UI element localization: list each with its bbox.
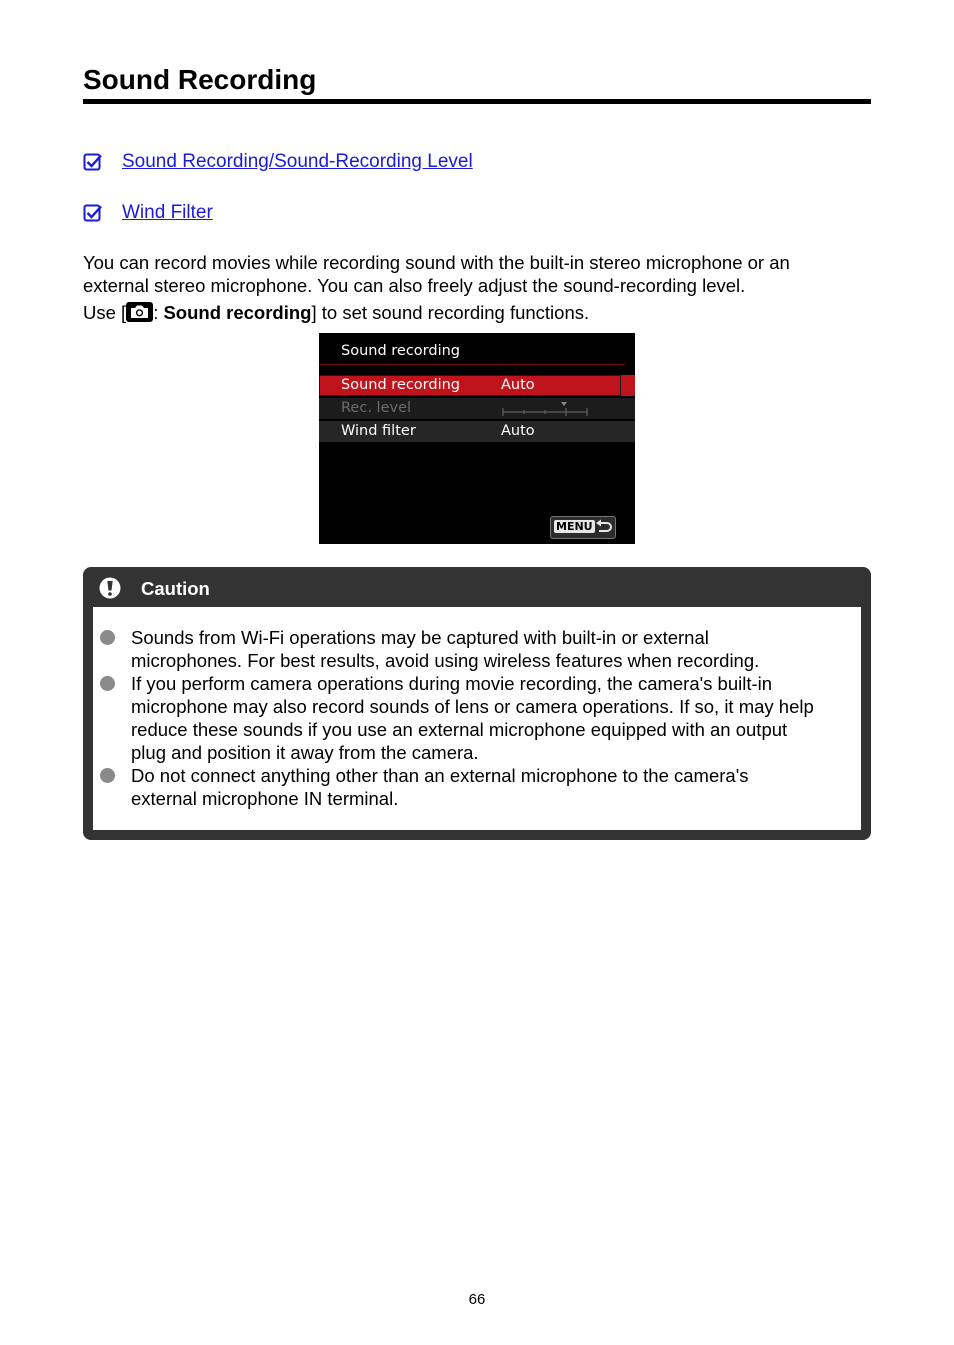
caution-item [93, 672, 853, 764]
use-bold-term: Sound recording [163, 302, 312, 323]
menu-row-value: Auto [501, 423, 535, 439]
caution-item-line: reduce these sounds if you use an external microphone equipped with an output [131, 719, 788, 740]
bullet-icon [100, 768, 115, 783]
caution-item-line: plug and position it away from the camera. [131, 742, 479, 763]
intro-line-1: You can record movies while recording sound with the built-in stereo microphone or an [83, 252, 790, 273]
exclamation-icon [99, 577, 121, 599]
caution-body [93, 607, 861, 830]
menu-row-wind-filter[interactable] [319, 421, 635, 442]
return-arrow-icon [595, 519, 613, 535]
use-suffix: ] to set sound recording functions. [311, 302, 590, 323]
menu-row-value: Auto [501, 377, 535, 393]
bullet-icon [100, 630, 115, 645]
caution-item [93, 764, 853, 810]
menu-row-label: Rec. level [341, 400, 412, 416]
caution-item-line: If you perform camera operations during movie recording, the camera's built-in [131, 673, 773, 694]
level-scale-icon [501, 401, 591, 417]
checkbox-pencil-icon [83, 203, 103, 223]
page-number: 66 [468, 1291, 486, 1308]
menu-button-label: MENU [556, 520, 593, 533]
use-prefix: Use [ [83, 302, 127, 323]
link-row-sound-level [83, 151, 473, 173]
use-separator: : [153, 302, 164, 323]
page-title: Sound Recording [83, 62, 871, 104]
menu-row-rec-level [319, 398, 635, 419]
link-sound-recording-level[interactable]: Sound Recording/Sound-Recording Level [122, 151, 473, 172]
caution-item-line: microphones. For best results, avoid using wireless features when recording. [131, 650, 760, 671]
caution-item-line: Sounds from Wi-Fi operations may be captured with built-in or external [131, 627, 709, 648]
camera-icon [126, 302, 153, 322]
caution-item [93, 626, 853, 672]
camera-menu-screenshot [319, 333, 635, 544]
menu-separator [319, 364, 625, 365]
menu-back-button[interactable] [550, 516, 616, 539]
link-row-wind-filter [83, 202, 213, 224]
caution-box [83, 567, 871, 840]
caution-item-line: microphone may also record sounds of lens or camera operations. If so, it may help [131, 696, 814, 717]
caution-title: Caution [141, 578, 210, 599]
intro-paragraph [83, 251, 873, 297]
intro-line-2: external stereo microphone. You can also freely adjust the sound-recording level. [83, 275, 746, 296]
caution-list [93, 626, 853, 810]
menu-title: Sound recording [341, 343, 461, 359]
caution-item-line: external microphone IN terminal. [131, 788, 399, 809]
menu-row-sound-recording[interactable] [319, 375, 635, 396]
bullet-icon [100, 676, 115, 691]
menu-row-label: Sound recording [341, 377, 461, 393]
checkbox-pencil-icon [83, 152, 103, 172]
caution-item-line: Do not connect anything other than an external microphone to the camera's [131, 765, 749, 786]
link-wind-filter[interactable]: Wind Filter [122, 202, 213, 223]
caution-header [83, 567, 871, 607]
menu-row-label: Wind filter [341, 423, 416, 439]
use-instruction [83, 301, 873, 324]
